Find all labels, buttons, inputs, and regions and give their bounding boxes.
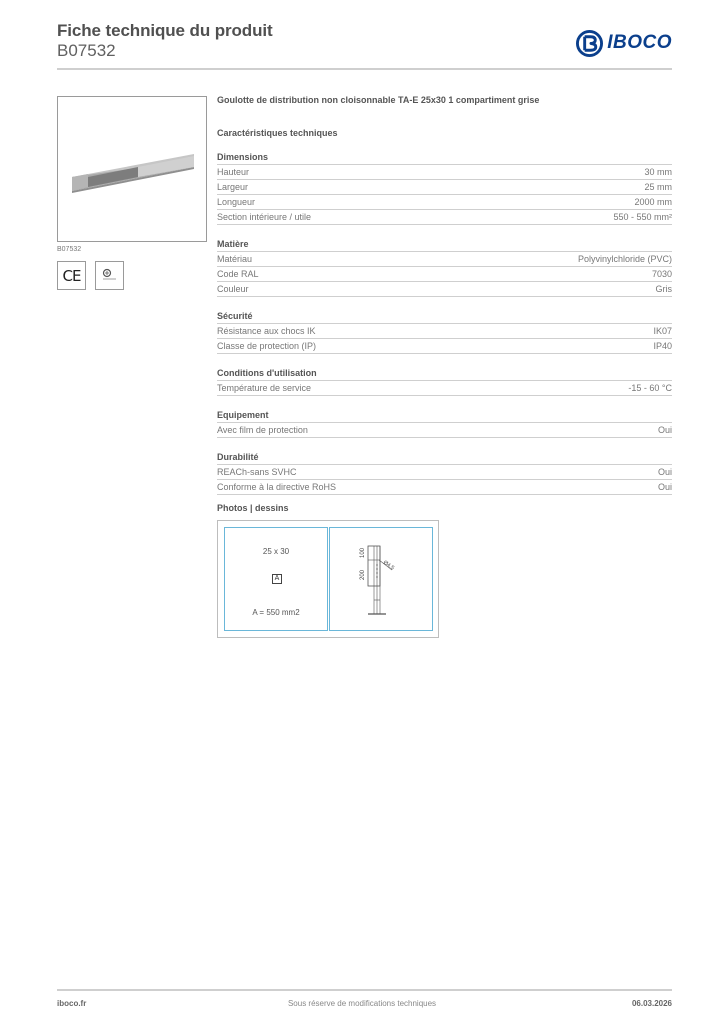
svg-text:200: 200 xyxy=(360,569,366,580)
duct-size-label: 25 x 30 xyxy=(262,547,290,556)
section-material xyxy=(217,239,672,297)
product-name: Goulotte de distribution non cloisonnable TA-E 25x30 1 compartiment grise xyxy=(217,95,540,105)
quality-seal-badge xyxy=(95,261,124,290)
spec-value: Gris xyxy=(655,284,672,294)
specifications-column xyxy=(217,95,672,495)
footer-website-link[interactable]: iboco.fr xyxy=(57,999,87,1008)
ce-mark-badge xyxy=(57,261,86,290)
spec-row xyxy=(217,210,672,225)
spec-value: 550 - 550 mm² xyxy=(613,212,672,222)
spec-value: Oui xyxy=(657,482,672,492)
technical-drawings xyxy=(217,520,439,638)
section-title: Equipement xyxy=(217,410,672,423)
spec-value: IK07 xyxy=(653,326,672,336)
cross-section-drawing xyxy=(224,527,328,631)
spec-label: Longueur xyxy=(217,197,256,207)
spec-value: Polyvinylchloride (PVC) xyxy=(577,254,672,264)
spec-row xyxy=(217,339,672,354)
spec-value: Oui xyxy=(657,467,672,477)
iboco-logo xyxy=(576,28,672,58)
spec-row xyxy=(217,282,672,297)
section-title: Matière xyxy=(217,239,672,252)
product-media-column xyxy=(57,96,207,290)
spec-label: Section intérieure / utile xyxy=(217,212,312,222)
spec-label: Largeur xyxy=(217,182,249,192)
spec-label: Avec film de protection xyxy=(217,425,308,435)
spec-row xyxy=(217,381,672,396)
section-title: Conditions d'utilisation xyxy=(217,368,672,381)
product-code-heading: B07532 xyxy=(57,41,116,60)
spec-label: Résistance aux chocs IK xyxy=(217,326,316,336)
section-durability xyxy=(217,452,672,495)
photos-drawings-title: Photos | dessins xyxy=(217,503,289,513)
product-code-label: B07532 xyxy=(57,246,82,253)
spec-label: Code RAL xyxy=(217,269,259,279)
product-image xyxy=(57,96,207,242)
section-title: Dimensions xyxy=(217,152,672,165)
spec-label: Classe de protection (IP) xyxy=(217,341,317,351)
footer-notice: Sous réserve de modifications techniques xyxy=(287,999,437,1008)
ce-mark-icon: CE xyxy=(62,266,81,285)
certification-badges xyxy=(57,261,207,290)
section-usage-conditions xyxy=(217,368,672,396)
spec-value: 2000 mm xyxy=(634,197,672,207)
section-equipment xyxy=(217,410,672,438)
section-title: Durabilité xyxy=(217,452,672,465)
quality-seal-icon xyxy=(100,266,120,286)
spec-label: Couleur xyxy=(217,284,249,294)
spec-row xyxy=(217,252,672,267)
section-marker: A xyxy=(272,574,282,584)
spec-row xyxy=(217,480,672,495)
technical-characteristics-title: Caractéristiques techniques xyxy=(217,128,338,138)
spec-row xyxy=(217,267,672,282)
spec-value: Oui xyxy=(657,425,672,435)
spec-label: REACh-sans SVHC xyxy=(217,467,297,477)
spec-label: Température de service xyxy=(217,383,312,393)
page-header xyxy=(57,20,672,70)
mounting-drawing xyxy=(329,527,433,631)
mounting-dimension-drawing xyxy=(330,528,434,632)
section-title: Sécurité xyxy=(217,311,672,324)
svg-text:100: 100 xyxy=(360,547,366,558)
spec-value: IP40 xyxy=(653,341,672,351)
spec-label: Matériau xyxy=(217,254,253,264)
spec-row xyxy=(217,165,672,180)
cable-duct-illustration xyxy=(58,97,205,240)
header-divider xyxy=(57,68,672,70)
footer-divider xyxy=(57,989,672,991)
iboco-logo-mark-icon xyxy=(576,30,603,57)
section-area-label: A = 550 mm2 xyxy=(252,608,300,617)
section-dimensions xyxy=(217,152,672,225)
section-security xyxy=(217,311,672,354)
footer-date: 06.03.2026 xyxy=(631,999,672,1008)
spec-value: 30 mm xyxy=(644,167,672,177)
spec-row xyxy=(217,195,672,210)
spec-row xyxy=(217,324,672,339)
page-title: Fiche technique du produit xyxy=(57,21,273,40)
spec-label: Hauteur xyxy=(217,167,250,177)
spec-row xyxy=(217,465,672,480)
logo-text: IBOCO xyxy=(607,32,672,53)
spec-value: 7030 xyxy=(651,269,672,279)
spec-value: -15 - 60 °C xyxy=(628,383,672,393)
spec-row xyxy=(217,423,672,438)
svg-text:Ø4.5: Ø4.5 xyxy=(381,559,396,572)
spec-value: 25 mm xyxy=(644,182,672,192)
spec-label: Conforme à la directive RoHS xyxy=(217,482,337,492)
spec-row xyxy=(217,180,672,195)
